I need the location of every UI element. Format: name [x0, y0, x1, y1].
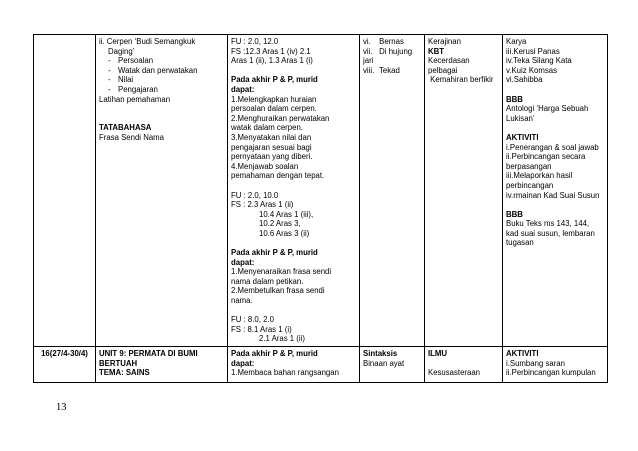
activity-line: berpasangan: [506, 161, 552, 171]
unit-title: UNIT 9: PERMATA DI BUMI: [99, 349, 198, 358]
fs-line: FS : 2.3 Aras 1 (ii): [231, 200, 294, 210]
value-line: Kerajinan: [428, 37, 461, 46]
aras-line: 10.6 Aras 3 (ii): [259, 228, 310, 238]
activity-line: i.Penerangan & soal jawab: [506, 142, 599, 152]
cerpen-title-cont: Daging’: [108, 46, 135, 56]
objective-line: 3.Menyatakan nilai dan: [231, 132, 312, 142]
vocab-item: vii. Di hujung jari: [363, 46, 413, 66]
buku-line: tugasan: [506, 238, 534, 248]
values-cell: [425, 347, 503, 383]
objective-heading-cont: dapat:: [231, 257, 255, 267]
unit-title-cont: BERTUAH: [99, 358, 138, 368]
topic-subitem: - Pengajaran: [108, 84, 158, 94]
topic-subitem: - Watak dan perwatakan: [108, 65, 198, 75]
antologi-line: Lukisan’: [506, 113, 535, 123]
fu-line: FU : 2.0, 12.0: [231, 37, 279, 46]
tatabahasa-heading: TATABAHASA: [99, 123, 152, 133]
value-line: pelbagai: [428, 65, 458, 75]
objective-heading: Pada akhir P & P, murid: [231, 75, 318, 85]
fu-line: FU : 8.0, 2.0: [231, 315, 274, 325]
aras-line: 2.1 Aras 1 (ii): [259, 334, 305, 344]
objective-line: 1.Membaca bahan rangsangan: [231, 368, 339, 378]
objective-line: nama.: [231, 296, 253, 306]
objective-line: pengajaran sesuai bagi: [231, 142, 312, 152]
antologi-line: Antologi ‘Harga Sebuah: [506, 104, 589, 114]
activity-line: v.Kuiz Komsas: [506, 65, 557, 75]
objective-line: watak dalam cerpen.: [231, 123, 303, 133]
fs-line: FS : 8.1 Aras 1 (i): [231, 324, 292, 334]
activity-line: iii.Kerusi Panas: [506, 46, 560, 56]
table-row: [34, 347, 608, 383]
aktiviti-heading: AKTIVITI: [506, 349, 539, 358]
value-line: Kecerdasan: [428, 56, 470, 66]
cerpen-title: ii. Cerpen ‘Budi Semangkuk: [99, 37, 196, 46]
topic-cell: [96, 347, 228, 383]
page-number: 13: [56, 402, 67, 413]
bbb-heading: BBB: [506, 94, 523, 104]
objective-line: 1.Melengkapkan huraian: [231, 94, 317, 104]
topic-subitem: - Nilai: [108, 75, 134, 85]
activities-cell: [503, 35, 608, 347]
objective-heading-cont: dapat:: [231, 358, 255, 368]
objective-line: 2.Menghuraikan perwatakan: [231, 113, 330, 123]
activity-line: iv.rmainan Kad Suai Susun: [506, 190, 600, 200]
aras-line: 10.4 Aras 1 (iii),: [259, 209, 314, 219]
topic-subitem: - Persoalan: [108, 56, 154, 66]
aras-line: Aras 1 (ii), 1.3 Aras 1 (i): [231, 56, 313, 66]
table-row: [34, 35, 608, 347]
vocab-item: vi. Bernas: [363, 37, 404, 46]
objective-line: persoalan dalam cerpen.: [231, 104, 317, 114]
kbt-heading: KBT: [428, 46, 445, 56]
kesusasteraan-line: Kesusasteraan: [428, 368, 481, 378]
aktiviti-heading: AKTIVITI: [506, 132, 539, 142]
activity-line: iv.Teka Silang Kata: [506, 56, 572, 66]
fs-line: FS :12.3 Aras 1 (iv) 2.1: [231, 46, 311, 56]
objective-heading: Pada akhir P & P, murid: [231, 349, 318, 358]
objective-heading: Pada akhir P & P, murid: [231, 248, 318, 258]
buku-line: Buku Teks ms 143, 144,: [506, 219, 590, 229]
objective-heading-cont: dapat:: [231, 84, 255, 94]
vocab-item: viii. Tekad: [363, 65, 400, 75]
objectives-cell: [228, 347, 360, 383]
objective-line: pemahaman dengan tepat.: [231, 171, 325, 181]
buku-line: kad suai susun, lembaran: [506, 228, 595, 238]
activity-line: perbincangan: [506, 180, 554, 190]
objective-line: pernyataan yang diberi.: [231, 152, 313, 162]
objective-line: nama dalam petikan.: [231, 276, 304, 286]
objective-line: 1.Menyenaraikan frasa sendi: [231, 267, 332, 277]
latihan-label: Latihan pemahaman: [99, 94, 171, 104]
objective-line: 4.Menjawab soalan: [231, 161, 299, 171]
topic-cell: [96, 35, 228, 347]
activity-line: vi.Sahibba: [506, 75, 543, 85]
activity-line: iii.Melaporkan hasil: [506, 171, 573, 181]
objectives-cell: [228, 35, 360, 347]
activity-line: i.Sumbang saran: [506, 358, 565, 368]
frasa-label: Frasa Sendi Nama: [99, 132, 165, 142]
ilmu-heading: ILMU: [428, 349, 448, 358]
activity-line: ii.Perbincangan secara: [506, 152, 586, 162]
aras-line: 10.2 Aras 3,: [259, 219, 301, 229]
karya-label: Karya: [506, 37, 527, 46]
week-cell: [34, 35, 96, 347]
values-cell: [425, 35, 503, 347]
activity-line: ii.Perbincangan kumpulan: [506, 368, 596, 378]
activities-cell: [503, 347, 608, 383]
week-label: 16(27/4-30/4): [41, 349, 88, 358]
objective-line: 2.Membetulkan frasa sendi: [231, 286, 325, 296]
binaan-line: Binaan ayat: [363, 358, 405, 368]
value-line: Kemahiran berfikir: [428, 75, 494, 85]
theme-label: TEMA: SAINS: [99, 368, 150, 378]
week-cell: [34, 347, 96, 383]
fu-line: FU : 2.0, 10.0: [231, 190, 279, 200]
bbb-heading: BBB: [506, 209, 523, 219]
vocabulary-cell: [360, 35, 425, 347]
sintaksis-heading: Sintaksis: [363, 349, 398, 358]
vocabulary-cell: [360, 347, 425, 383]
lesson-plan-table: [33, 34, 608, 383]
